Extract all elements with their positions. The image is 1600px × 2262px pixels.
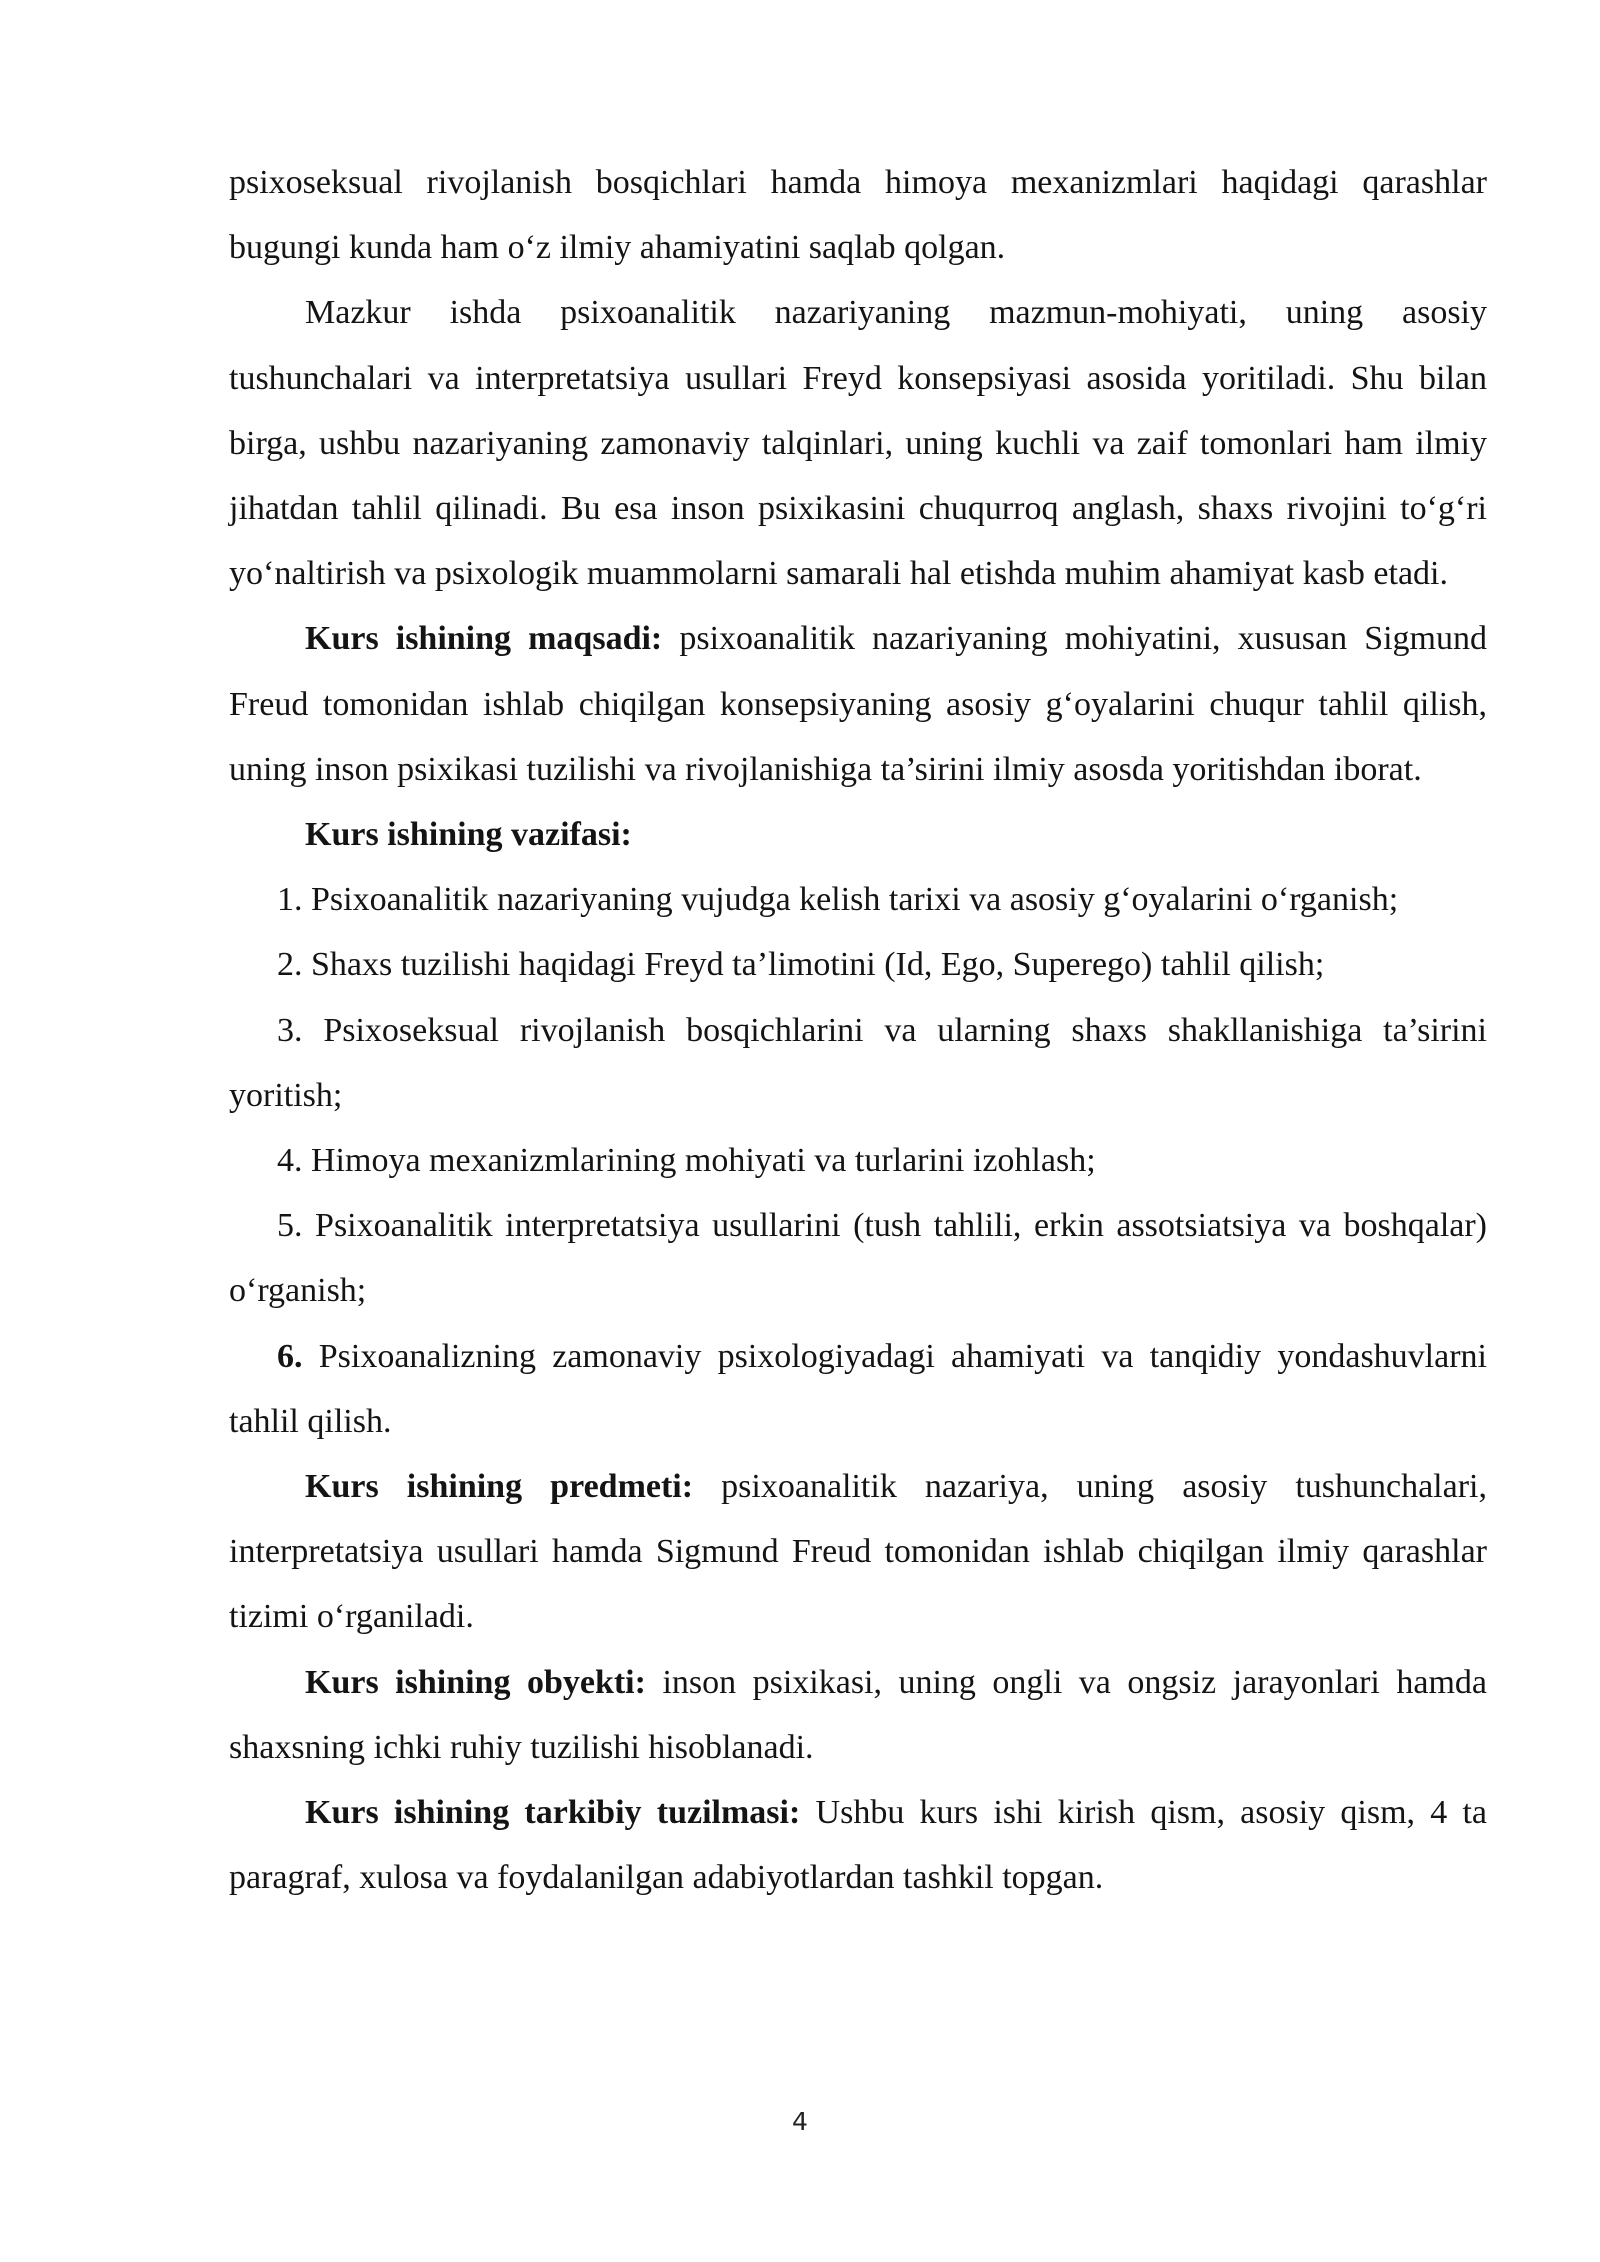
task-item-6: [229, 1324, 1487, 1454]
goal-label: Kurs ishining maqsadi:: [305, 620, 663, 658]
paragraph-structure: [229, 1780, 1487, 1910]
structure-text: Ushbu kurs ishi kirish qism, asosiy qism, 4 ta paragraf, xulosa va foydalanilgan adabiyotlardan tashkil topgan.: [229, 1794, 1487, 1897]
tasks-label: Kurs ishining vazifasi:: [305, 816, 632, 854]
task-text: Psixoanalitik nazariyaning vujudga kelish tarixi va asosiy g‘oyalarini o‘rganish;: [311, 881, 1399, 919]
subject-label: Kurs ishining predmeti:: [305, 1468, 694, 1506]
structure-label: Kurs ishining tarkibiy tuzilmasi:: [305, 1794, 801, 1832]
paragraph-intro: Mazkur ishda psixoanalitik nazariyaning mazmun-mohiyati, uning asosiy tushunchalari va interpretatsiya usullari Freyd konsepsiyasi asosida yoritiladi. Shu bilan birga, ushbu nazariyaning zamonaviy talqinlari, uning kuchli va zaif tomonlari ham ilmiy jihatdan tahlil qilinadi. Bu esa inson psixikasini chuqurroq anglash, shaxs rivojini to‘g‘ri yo‘naltirish va psixologik muammolarni samarali hal etishda muhim ahamiyat kasb etadi.: [229, 294, 1487, 593]
task-text: Himoya mexanizmlarining mohiyati va turlarini izohlash;: [311, 1142, 1096, 1180]
tasks-heading: [229, 802, 1487, 867]
object-text: inson psixikasi, uning ongli va ongsiz jarayonlari hamda shaxsning ichki ruhiy tuzilishi hisoblanadi.: [229, 1663, 1487, 1766]
task-text: Psixoanalitik interpretatsiya usullarini (tush tahlili, erkin assotsiatsiya va boshqalar) o‘rganish;: [229, 1207, 1487, 1310]
page-body: [229, 150, 1487, 1910]
task-number: 2.: [277, 946, 303, 984]
task-number: 1.: [277, 881, 303, 919]
task-number: 4.: [277, 1142, 303, 1180]
task-text: Psixoanalizning zamonaviy psixologiyadagi ahamiyati va tanqidiy yondashuvlarni tahlil qilish.: [229, 1337, 1487, 1440]
task-text: Shaxs tuzilishi haqidagi Freyd ta’limotini (Id, Ego, Superego) tahlil qilish;: [311, 946, 1325, 984]
paragraph-object: [229, 1650, 1487, 1780]
task-item-2: [229, 932, 1487, 997]
paragraph-subject: [229, 1454, 1487, 1650]
task-text: Psixoseksual rivojlanish bosqichlarini va ularning shaxs shakllanishiga ta’sirini yoritish;: [229, 1011, 1488, 1114]
task-number: 6.: [277, 1337, 303, 1375]
task-item-1: [229, 867, 1487, 932]
object-label: Kurs ishining obyekti:: [305, 1663, 646, 1701]
page-number: 4: [792, 2107, 808, 2136]
subject-text: psixoanalitik nazariya, uning asosiy tushunchalari, interpretatsiya usullari hamda Sigmund Freud tomonidan ishlab chiqilgan ilmiy qarashlar tizimi o‘rganiladi.: [229, 1468, 1487, 1636]
goal-text: psixoanalitik nazariyaning mohiyatini, xususan Sigmund Freud tomonidan ishlab chiqilgan konsepsiyaning asosiy g‘oyalarini chuqur tahlil qilish, uning inson psixikasi tuzilishi va rivojlanishiga ta’sirini ilmiy asosda yoritishdan iborat.: [229, 620, 1488, 788]
task-item-4: [229, 1128, 1487, 1193]
task-item-5: [229, 1193, 1487, 1323]
paragraph-goal: [229, 606, 1487, 802]
task-number: 3.: [277, 1011, 303, 1049]
task-item-3: [229, 998, 1487, 1128]
paragraph-continuation: psixoseksual rivojlanish bosqichlari hamda himoya mexanizmlari haqidagi qarashlar bugungi kunda ham o‘z ilmiy ahamiyatini saqlab qolgan.: [229, 164, 1487, 267]
task-number: 5.: [277, 1207, 303, 1245]
